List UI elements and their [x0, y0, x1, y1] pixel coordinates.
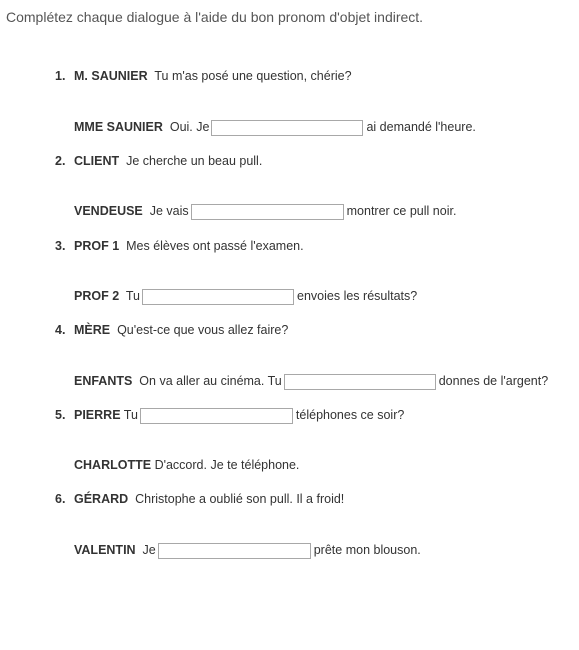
dialogue-text: Mes élèves ont passé l'examen. [126, 239, 304, 253]
instructions: Complétez chaque dialogue à l'aide du bon pronom d'objet indirect. [6, 9, 424, 25]
item-number: 2. [55, 154, 66, 168]
answer-input[interactable] [142, 289, 294, 305]
answer-input[interactable] [284, 374, 436, 390]
dialogue-text: donnes de l'argent? [438, 374, 549, 388]
answer-input[interactable] [191, 204, 344, 220]
dialogue-text: D'accord. Je te téléphone. [154, 458, 300, 472]
dialogue-line [74, 405, 404, 425]
dialogue-text: Oui. Je [169, 120, 210, 134]
speaker-name: PROF 1 [74, 239, 120, 253]
dialogue-text: Je [142, 543, 156, 557]
item-number: 1. [55, 69, 66, 83]
dialogue-text: téléphones ce soir? [295, 408, 405, 422]
item-number: 6. [55, 492, 66, 506]
answer-input[interactable] [158, 543, 311, 559]
speaker-name: VENDEUSE [74, 204, 143, 218]
speaker-name: GÉRARD [74, 492, 129, 506]
answer-input[interactable] [140, 408, 293, 424]
answer-input[interactable] [211, 120, 363, 136]
dialogue-line [74, 66, 352, 86]
dialogue-text: prête mon blouson. [313, 543, 421, 557]
dialogue-text: ai demandé l'heure. [366, 120, 476, 134]
dialogue-text: Tu [123, 408, 138, 422]
dialogue-line [74, 151, 262, 171]
dialogue-text: On va aller au cinéma. Tu [139, 374, 282, 388]
speaker-name: MÈRE [74, 323, 111, 337]
dialogue-text: Tu m'as posé une question, chérie? [154, 69, 352, 83]
dialogue-text: Je vais [149, 204, 189, 218]
dialogue-line [74, 286, 417, 306]
dialogue-text: Tu [125, 289, 141, 303]
dialogue-line [74, 320, 288, 340]
dialogue-text: Christophe a oublié son pull. Il a froid! [135, 492, 345, 506]
speaker-name: PROF 2 [74, 289, 120, 303]
dialogue-line [74, 540, 421, 560]
dialogue-text: envoies les résultats? [297, 289, 418, 303]
dialogue-line [74, 117, 476, 137]
dialogue-text: montrer ce pull noir. [346, 204, 457, 218]
speaker-name: PIERRE [74, 408, 121, 422]
speaker-name: CLIENT [74, 154, 120, 168]
item-number: 4. [55, 323, 66, 337]
dialogue-line [74, 455, 299, 475]
dialogue-text: Je cherche un beau pull. [126, 154, 263, 168]
speaker-name: CHARLOTTE [74, 458, 152, 472]
item-number: 3. [55, 239, 66, 253]
speaker-name: ENFANTS [74, 374, 133, 388]
speaker-name: M. SAUNIER [74, 69, 148, 83]
speaker-name: MME SAUNIER [74, 120, 163, 134]
dialogue-line [74, 236, 304, 256]
dialogue-line [74, 201, 456, 221]
dialogue-line [74, 489, 344, 509]
speaker-name: VALENTIN [74, 543, 136, 557]
dialogue-line [74, 371, 548, 391]
item-number: 5. [55, 408, 66, 422]
dialogue-text: Qu'est-ce que vous allez faire? [117, 323, 289, 337]
